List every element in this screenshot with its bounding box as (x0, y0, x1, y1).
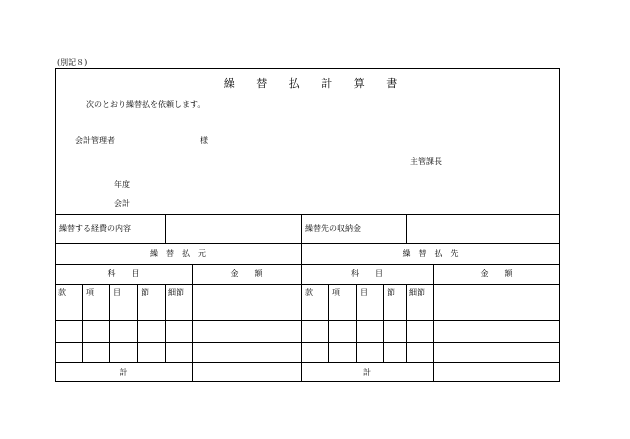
divider-left-amount (192, 264, 193, 382)
center-divider (301, 214, 302, 382)
right-subject-header: 科 目 (351, 269, 383, 278)
fiscal-year-label: 年度 (114, 180, 130, 189)
col-header-rule (55, 284, 560, 285)
accounting-manager-label: 会計管理者 (75, 136, 115, 145)
divider-receipt (406, 214, 407, 243)
divider-left-col1 (82, 284, 83, 362)
right-col-setsu: 節 (387, 288, 395, 297)
left-total-label: 計 (119, 368, 128, 377)
right-col-kou: 項 (332, 288, 340, 297)
left-col-saisetsu: 細節 (168, 288, 184, 297)
request-text: 次のとおり繰替払を依頼します。 (86, 100, 206, 109)
row-rule-2 (55, 342, 560, 343)
expense-content-label: 繰替する経費の内容 (59, 224, 131, 233)
left-col-setsu: 節 (141, 288, 149, 297)
subject-header-rule (55, 264, 560, 265)
left-col-kou: 項 (86, 288, 94, 297)
source-header: 繰 替 払 元 (150, 249, 206, 258)
right-total-label: 計 (363, 368, 371, 377)
divider-expense (165, 214, 166, 243)
left-col-moku: 目 (113, 288, 121, 297)
right-col-kan: 款 (305, 288, 313, 297)
honorific-label: 様 (200, 136, 208, 145)
form-title: 繰 替 払 計 算 書 (223, 77, 407, 90)
annex-note: (別記８) (57, 58, 88, 67)
divider-right-col3 (383, 284, 384, 362)
account-label: 会計 (114, 199, 130, 208)
right-col-moku: 目 (360, 288, 368, 297)
receipt-label: 繰替先の収納金 (305, 224, 361, 233)
total-rule (55, 362, 560, 363)
row-rule-1 (55, 320, 560, 321)
left-subject-header: 科 目 (107, 269, 140, 278)
left-amount-header: 金 額 (230, 269, 263, 278)
divider-right-col2 (356, 284, 357, 362)
divider-right-amount (433, 264, 434, 382)
dest-header: 繰 替 払 先 (402, 249, 459, 258)
right-col-saisetsu: 細節 (409, 288, 425, 297)
divider-left-col2 (109, 284, 110, 362)
left-col-kan: 款 (58, 288, 66, 297)
divider-left-col4 (165, 284, 166, 362)
supervisor-label: 主管課長 (410, 157, 442, 166)
section-header-rule (55, 243, 560, 244)
table-top-rule (55, 214, 560, 215)
right-amount-header: 金 額 (480, 269, 513, 278)
divider-right-col1 (328, 284, 329, 362)
divider-right-col4 (406, 284, 407, 362)
divider-left-col3 (137, 284, 138, 362)
